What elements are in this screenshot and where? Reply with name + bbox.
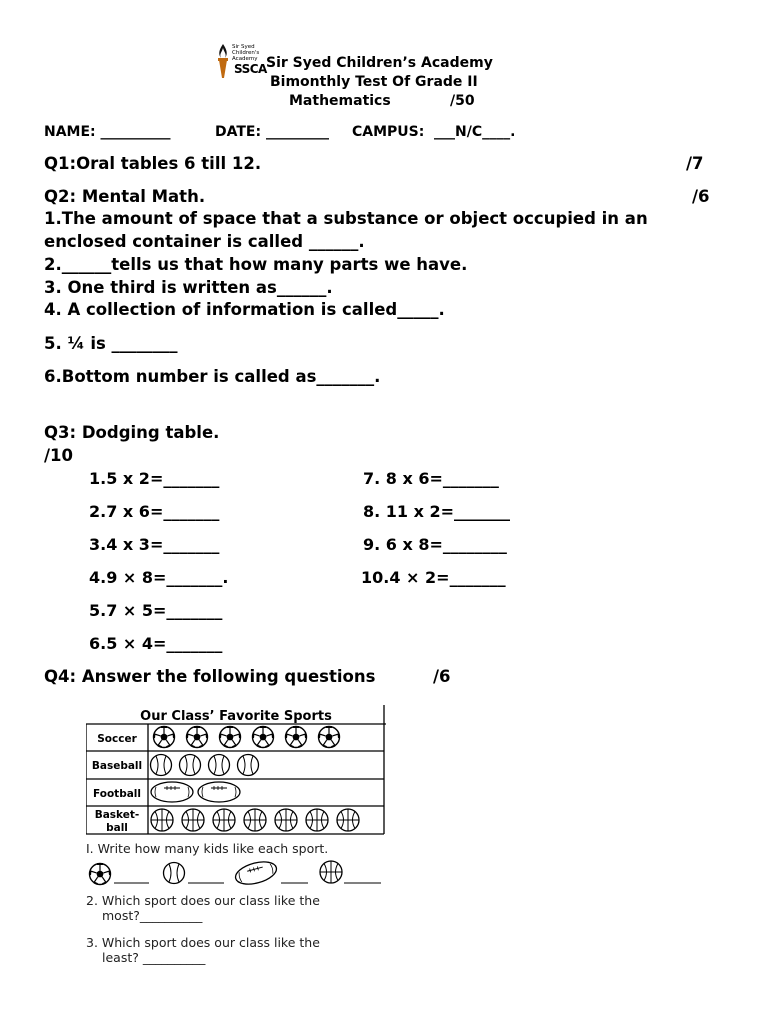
q2-line: 2.______tells us that how many parts we have. bbox=[44, 255, 468, 274]
q2-line: 1.The amount of space that a substance or object occupied in an bbox=[44, 209, 648, 228]
subject-title: Mathematics bbox=[289, 93, 391, 109]
basketball-icon bbox=[275, 809, 297, 831]
torch-icon bbox=[216, 44, 230, 78]
table-item: 10.4 × 2=_______ bbox=[361, 568, 506, 587]
q1-marks: /7 bbox=[686, 154, 704, 173]
campus-label: CAMPUS: bbox=[352, 124, 425, 140]
test-title: Bimonthly Test Of Grade II bbox=[270, 74, 478, 90]
row-label-soccer: Soccer bbox=[97, 733, 137, 745]
q2-line: 6.Bottom number is called as_______. bbox=[44, 367, 381, 386]
date-field: DATE: _________ bbox=[215, 124, 329, 140]
table-item: 6.5 × 4=_______ bbox=[89, 634, 223, 653]
sports-worksheet bbox=[86, 703, 386, 968]
basketball-icon bbox=[244, 809, 266, 831]
worksheet-question-2-cont: most?__________ bbox=[102, 908, 203, 923]
table-item: 9. 6 x 8=________ bbox=[363, 535, 507, 554]
row-label-football: Football bbox=[93, 788, 141, 800]
table-item: 2.7 x 6=_______ bbox=[89, 502, 220, 521]
campus-value: ___N/C____. bbox=[434, 124, 516, 140]
q3-marks: /10 bbox=[44, 446, 73, 465]
soccer-ball-icon bbox=[319, 727, 340, 748]
table-item: 7. 8 x 6=_______ bbox=[363, 469, 499, 488]
basketball-icon bbox=[320, 861, 342, 883]
logo-caption: Sir Syed Children's Academy bbox=[232, 44, 260, 62]
basketball-icon bbox=[151, 809, 173, 831]
total-marks: /50 bbox=[450, 93, 475, 109]
table-item: 3.4 x 3=_______ bbox=[89, 535, 220, 554]
worksheet-title: Our Class’ Favorite Sports bbox=[140, 709, 332, 724]
football-icon bbox=[233, 858, 279, 888]
baseball-icon bbox=[209, 755, 230, 776]
table-item: 5.7 × 5=_______ bbox=[89, 601, 223, 620]
q2-line: 3. One third is written as______. bbox=[44, 278, 333, 297]
school-name: Sir Syed Children’s Academy bbox=[266, 55, 493, 71]
basketball-icon bbox=[182, 809, 204, 831]
school-logo bbox=[212, 44, 272, 84]
pictograph bbox=[86, 703, 386, 968]
q4-heading: Q4: Answer the following questions bbox=[44, 667, 376, 686]
soccer-ball-icon bbox=[286, 727, 307, 748]
q1-heading: Q1:Oral tables 6 till 12. bbox=[44, 154, 262, 173]
q2-heading: Q2: Mental Math. bbox=[44, 187, 206, 206]
worksheet-question-2: 2. Which sport does our class like the bbox=[86, 893, 320, 908]
soccer-ball-icon bbox=[220, 727, 241, 748]
worksheet-question-3-cont: least? __________ bbox=[102, 950, 206, 965]
football-icon bbox=[151, 782, 193, 802]
soccer-ball-icon bbox=[90, 864, 111, 885]
q4-marks: /6 bbox=[433, 667, 451, 686]
q2-marks: /6 bbox=[692, 187, 710, 206]
table-item: 8. 11 x 2=_______ bbox=[363, 502, 511, 521]
basketball-icon bbox=[213, 809, 235, 831]
soccer-ball-icon bbox=[253, 727, 274, 748]
baseball-icon bbox=[180, 755, 201, 776]
baseball-icon bbox=[238, 755, 259, 776]
basketball-icon bbox=[337, 809, 359, 831]
basketball-icon bbox=[306, 809, 328, 831]
worksheet-question-3: 3. Which sport does our class like the bbox=[86, 935, 320, 950]
instruction-text: I. Write how many kids like each sport. bbox=[86, 841, 329, 856]
logo-text: SSCA bbox=[234, 62, 267, 76]
q3-heading: Q3: Dodging table. bbox=[44, 423, 220, 442]
table-item: 4.9 × 8=_______. bbox=[89, 568, 229, 587]
table-item: 1.5 x 2=_______ bbox=[89, 469, 220, 488]
baseball-icon bbox=[151, 755, 172, 776]
row-label-baseball: Baseball bbox=[91, 760, 143, 772]
baseball-icon bbox=[164, 863, 185, 884]
soccer-ball-icon bbox=[187, 727, 208, 748]
name-field: NAME: __________ bbox=[44, 124, 171, 140]
row-label-basketball-1: Basket- bbox=[94, 809, 140, 821]
soccer-ball-icon bbox=[154, 727, 175, 748]
row-label-basketball-2: ball bbox=[106, 822, 128, 834]
q2-line: 5. ¼ is ________ bbox=[44, 334, 178, 353]
football-icon bbox=[198, 782, 240, 802]
q2-line: 4. A collection of information is called_____. bbox=[44, 300, 445, 319]
q2-line: enclosed container is called ______. bbox=[44, 232, 365, 251]
